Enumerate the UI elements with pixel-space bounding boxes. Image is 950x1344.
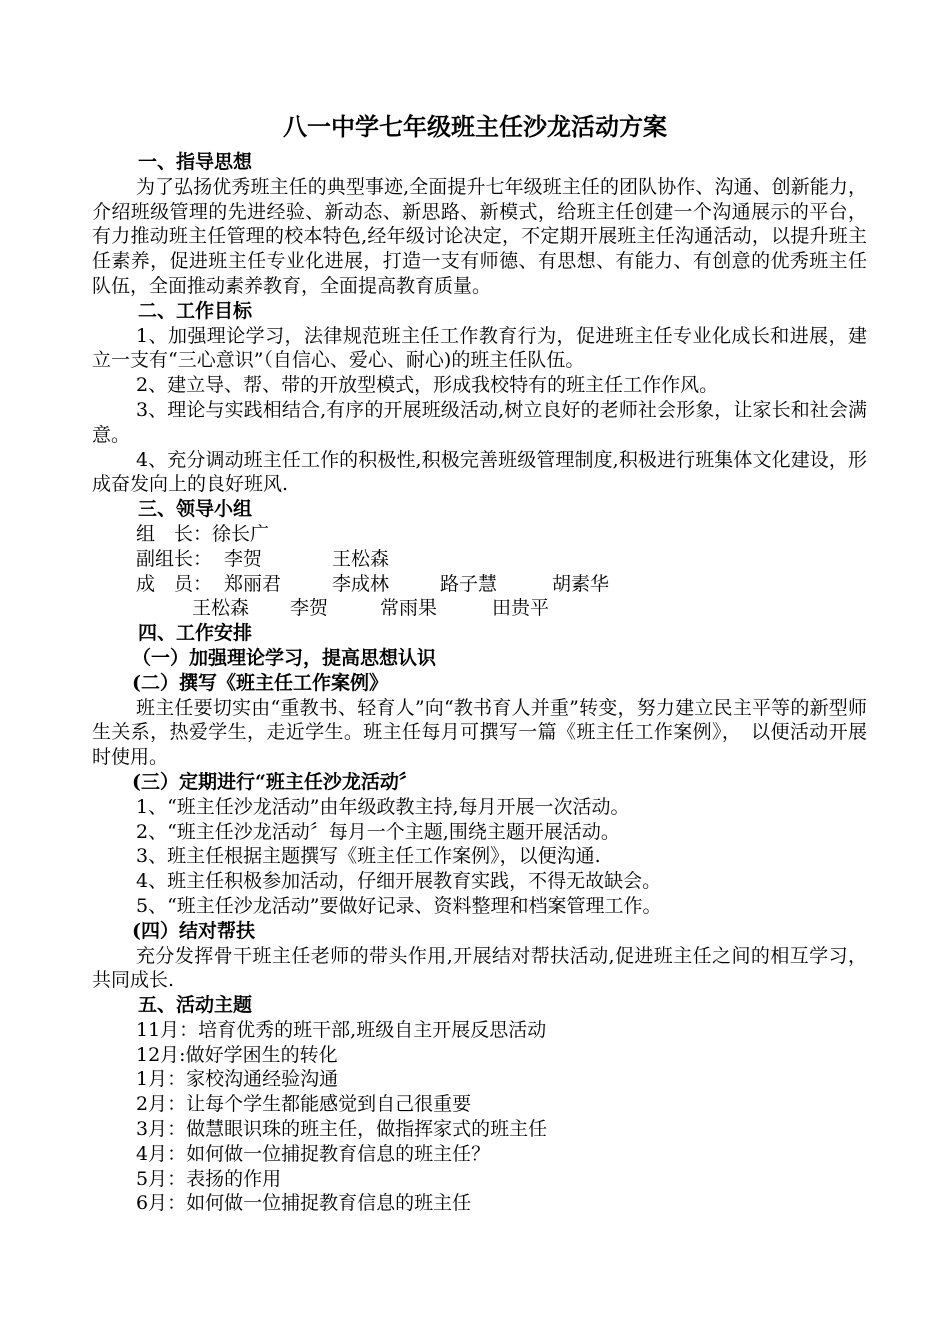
list-item: 5、“班主任沙龙活动”要做好记录、资料整理和档案管理工作。 [136,894,662,917]
month-theme: 2月：让每个学生都能感觉到自己很重要 [136,1093,472,1116]
paragraph: 为了弘扬优秀班主任的典型事迹,全面提升七年级班主任的团队协作、沟通、创新能力，介绍班级管理的先进经验、新动态、新思路、新模式，给班主任创建一个沟通展示的平台，有力推动班主任管理的校本特色,经年级讨论决定，不定期开展班主任沟通活动，以提升班主任素养，促进班主任专业化进展，打造一支有师德、有思想、有能力、有创意的优秀班主任队伍，全面推动素养教育，全面提高教育质量。 [92,175,867,297]
member-name: 王松森 [192,597,250,620]
members-row [92,572,867,597]
month-theme: 5月：表扬的作用 [136,1167,282,1190]
month-theme: 1月：家校沟通经验沟通 [136,1068,339,1091]
members-row [92,596,867,621]
month-theme: 12月:做好学困生的转化 [136,1043,338,1066]
subsection-heading: (四）结对帮扶 [132,919,255,942]
document-title: 八一中学七年级班主任沙龙活动方案 [283,112,667,141]
section-heading: 四、工作安排 [138,622,253,645]
list-item: 3、理论与实践相结合,有序的开展班级活动,树立良好的老师社会形象，让家长和社会满意。 [92,398,867,446]
section-heading: 二、工作目标 [138,299,253,322]
subsection-heading: (二）撰写《班主任工作案例》 [132,671,388,694]
list-item: 2、“班主任沙龙活动〞每月一个主题,围绕主题开展活动。 [136,820,620,843]
month-theme: 11月：培育优秀的班干部,班级自主开展反思活动 [136,1018,547,1041]
subsection-heading: （一）加强理论学习，提高思想认识 [132,646,437,669]
subsection-heading: (三）定期进行“班主任沙龙活动〞 [132,770,418,793]
list-item: 1、加强理论学习，法律规范班主任工作教育行为，促进班主任专业化成长和进展，建立一支有“三心意识”（自信心、爱心、耐心)的班主任队伍。 [92,324,867,372]
list-item: 4、充分调动班主任工作的积极性,积极完善班级管理制度,积极进行班集体文化建设，形成奋发向上的良好班风. [92,448,867,496]
month-theme: 3月：做慧眼识珠的班主任，做指挥家式的班主任 [136,1118,548,1141]
group-leader: 组 长：徐长广 [136,522,270,545]
member-name: 郑丽君 [224,572,282,595]
list-item: 4、班主任积极参加活动，仔细开展教育实践，不得无故缺会。 [136,870,662,893]
member-label: 成 员： [136,572,213,595]
paragraph: 充分发挥骨干班主任老师的带头作用,开展结对帮扶活动,促进班主任之间的相互学习，共同成长. [92,944,867,992]
member-name: 胡素华 [552,572,610,595]
member-name: 田贵平 [492,597,550,620]
list-item: 1、“班主任沙龙活动”由年级政教主持,每月开展一次活动。 [136,795,630,818]
member-name: 王松森 [332,547,390,570]
section-heading: 五、活动主题 [138,994,253,1017]
document-body [92,150,867,1216]
month-theme: 6月：如何做一位捕捉教育信息的班主任 [136,1192,472,1215]
member-name: 常雨果 [380,597,438,620]
section-heading: 一、指导思想 [138,151,253,173]
vice-label: 副组长： [136,547,213,570]
member-name: 李成林 [332,572,390,595]
list-item: 2、建立导、帮、带的开放型模式，形成我校特有的班主任工作作风。 [136,374,719,397]
vice-leaders-row [92,547,867,572]
member-name: 路子慧 [440,572,498,595]
section-heading: 三、领导小组 [138,498,253,521]
list-item: 3、班主任根据主题撰写《班主任工作案例》，以便沟通. [136,845,601,868]
member-name: 李贺 [290,597,329,620]
paragraph: 班主任要切实由“重教书、轻育人”向“教书育人并重”转变，努力建立民主平等的新型师生关系，热爱学生，走近学生。班主任每月可撰写一篇《班主任工作案例》， 以便活动开展时使用。 [92,696,867,769]
member-name: 李贺 [224,547,263,570]
month-theme: 4月：如何做一位捕捉教育信息的班主任？ [136,1142,491,1165]
